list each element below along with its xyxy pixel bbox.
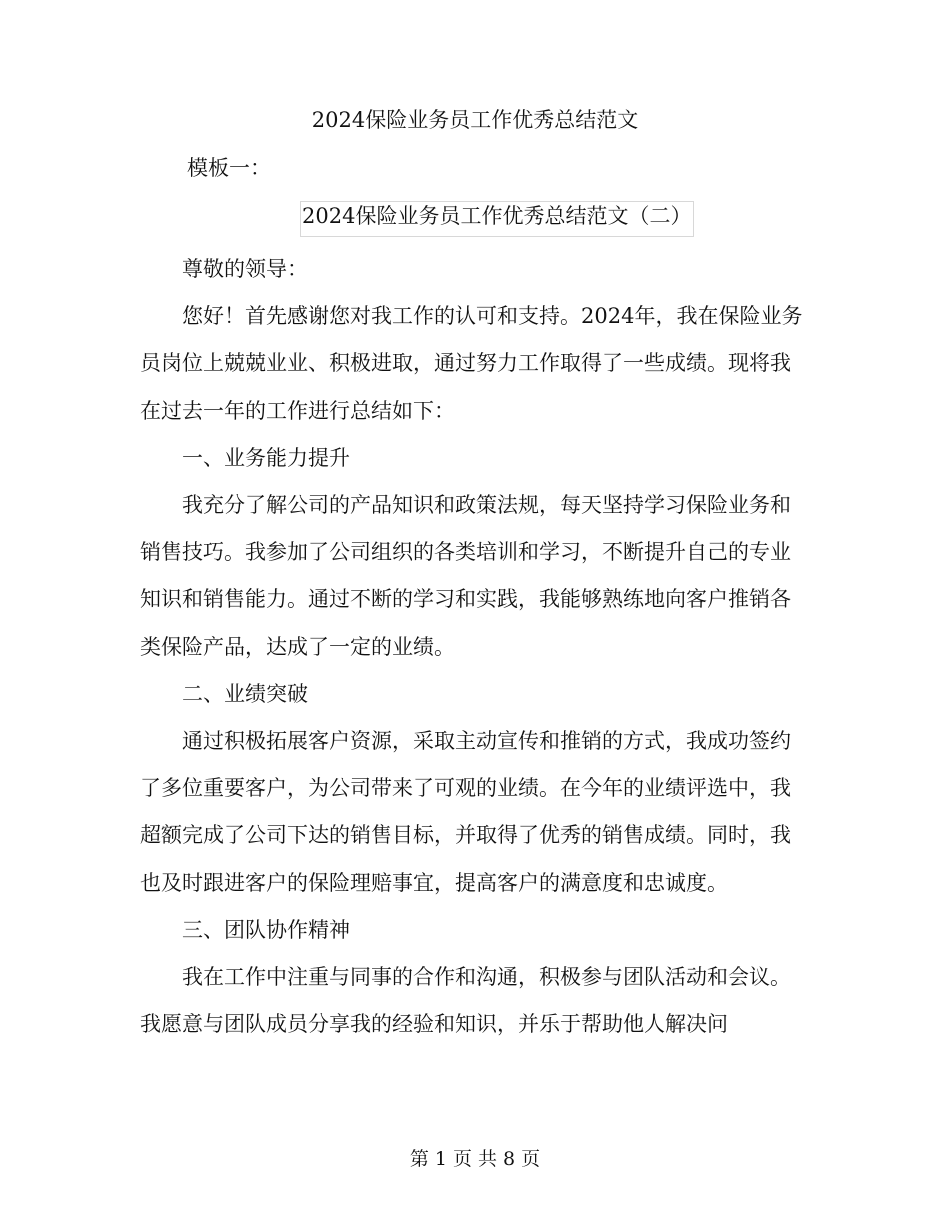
section-paragraph-2: 通过积极拓展客户资源，采取主动宣传和推销的方式，我成功签约了多位重要客户，为公司带来了可观的业绩。在今年的业绩评选中，我超额完成了公司下达的销售目标，并取得了优秀的销售成绩。同时，我也及时跟进客户的保险理赔事宜，提高客户的满意度和忠诚度。 [140,729,791,895]
document-subtitle: 2024保险业务员工作优秀总结范文（二） [302,204,692,228]
page-indicator: 第 1 页 共 8 页 [409,1148,541,1170]
section-paragraph-3: 我在工作中注重与同事的合作和沟通，积极参与团队活动和会议。我愿意与团队成员分享我的经验和知识，并乐于帮助他人解决问 [140,965,791,1037]
intro-paragraph: 您好！首先感谢您对我工作的认可和支持。2024年，我在保险业务员岗位上兢兢业业、积极进取，通过努力工作取得了一些成绩。现将我在过去一年的工作进行总结如下： [140,304,803,423]
document-body [140,246,804,1048]
section-heading-3: 三、团队协作精神 [182,917,350,942]
section-heading-1: 一、业务能力提升 [182,445,350,470]
section-paragraph-1: 我充分了解公司的产品知识和政策法规，每天坚持学习保险业务和销售技巧。我参加了公司组织的各类培训和学习，不断提升自己的专业知识和销售能力。通过不断的学习和实践，我能够熟练地向客户推销各类保险产品，达成了一定的业绩。 [140,493,791,659]
document-title: 2024保险业务员工作优秀总结范文 [311,108,639,132]
section-heading-2: 二、业绩突破 [182,681,308,706]
salutation: 尊敬的领导： [182,257,308,281]
template-label: 模板一： [187,156,271,180]
